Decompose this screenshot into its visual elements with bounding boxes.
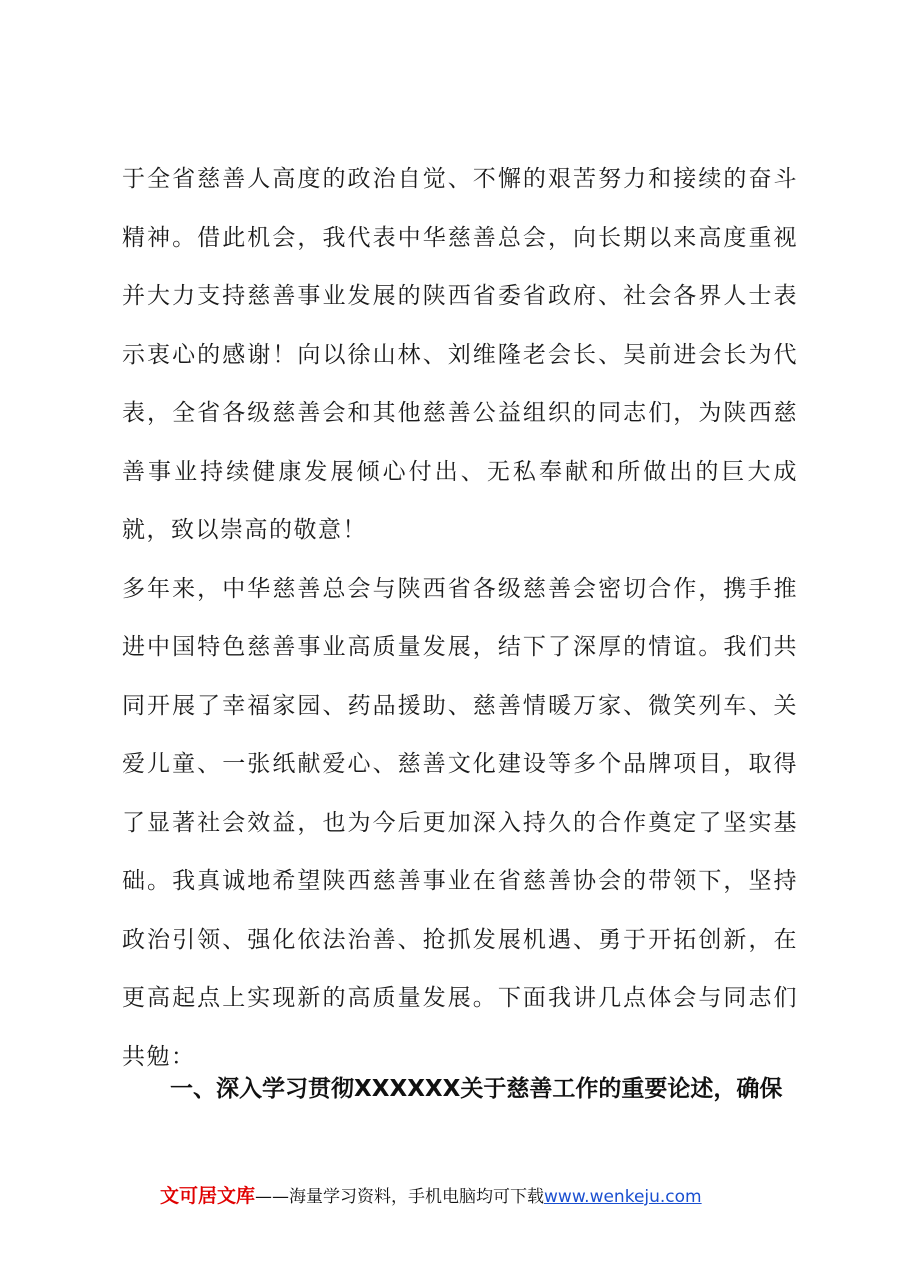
document-body <box>122 150 798 1086</box>
paragraph-1: 于全省慈善人高度的政治自觉、不懈的艰苦努力和接续的奋斗精神。借此机会，我代表中华慈善总会，向长期以来高度重视并大力支持慈善事业发展的陕西省委省政府、社会各界人士表示衷心的感谢！向以徐山林、刘维隆老会长、吴前进会长为代表，全省各级慈善会和其他慈善公益组织的同志们，为陕西慈善事业持续健康发展倾心付出、无私奉献和所做出的巨大成就，致以崇高的敬意！ <box>122 166 798 543</box>
paragraph-2: 多年来，中华慈善总会与陕西省各级慈善会密切合作，携手推进中国特色慈善事业高质量发展，结下了深厚的情谊。我们共同开展了幸福家园、药品援助、慈善情暖万家、微笑列车、关爱儿童、一张纸献爱心、慈善文化建设等多个品牌项目，取得了显著社会效益，也为今后更加深入持久的合作奠定了坚实基础。我真诚地希望陕西慈善事业在省慈善协会的带领下，坚持政治引领、强化依法治善、抢抓发展机遇、勇于开拓创新，在更高起点上实现新的高质量发展。下面我讲几点体会与同志们共勉： <box>122 575 798 1070</box>
footer-slogan: ——海量学习资料，手机电脑均可下载 <box>255 1187 545 1207</box>
section-heading: 一、深入学习贯彻XXXXXX关于慈善工作的重要论述，确保 <box>170 1076 783 1102</box>
footer-url-link[interactable]: www.wenkeju.com <box>544 1187 702 1207</box>
footer-brand: 文可居文库 <box>160 1185 256 1207</box>
page-footer <box>160 1183 800 1210</box>
